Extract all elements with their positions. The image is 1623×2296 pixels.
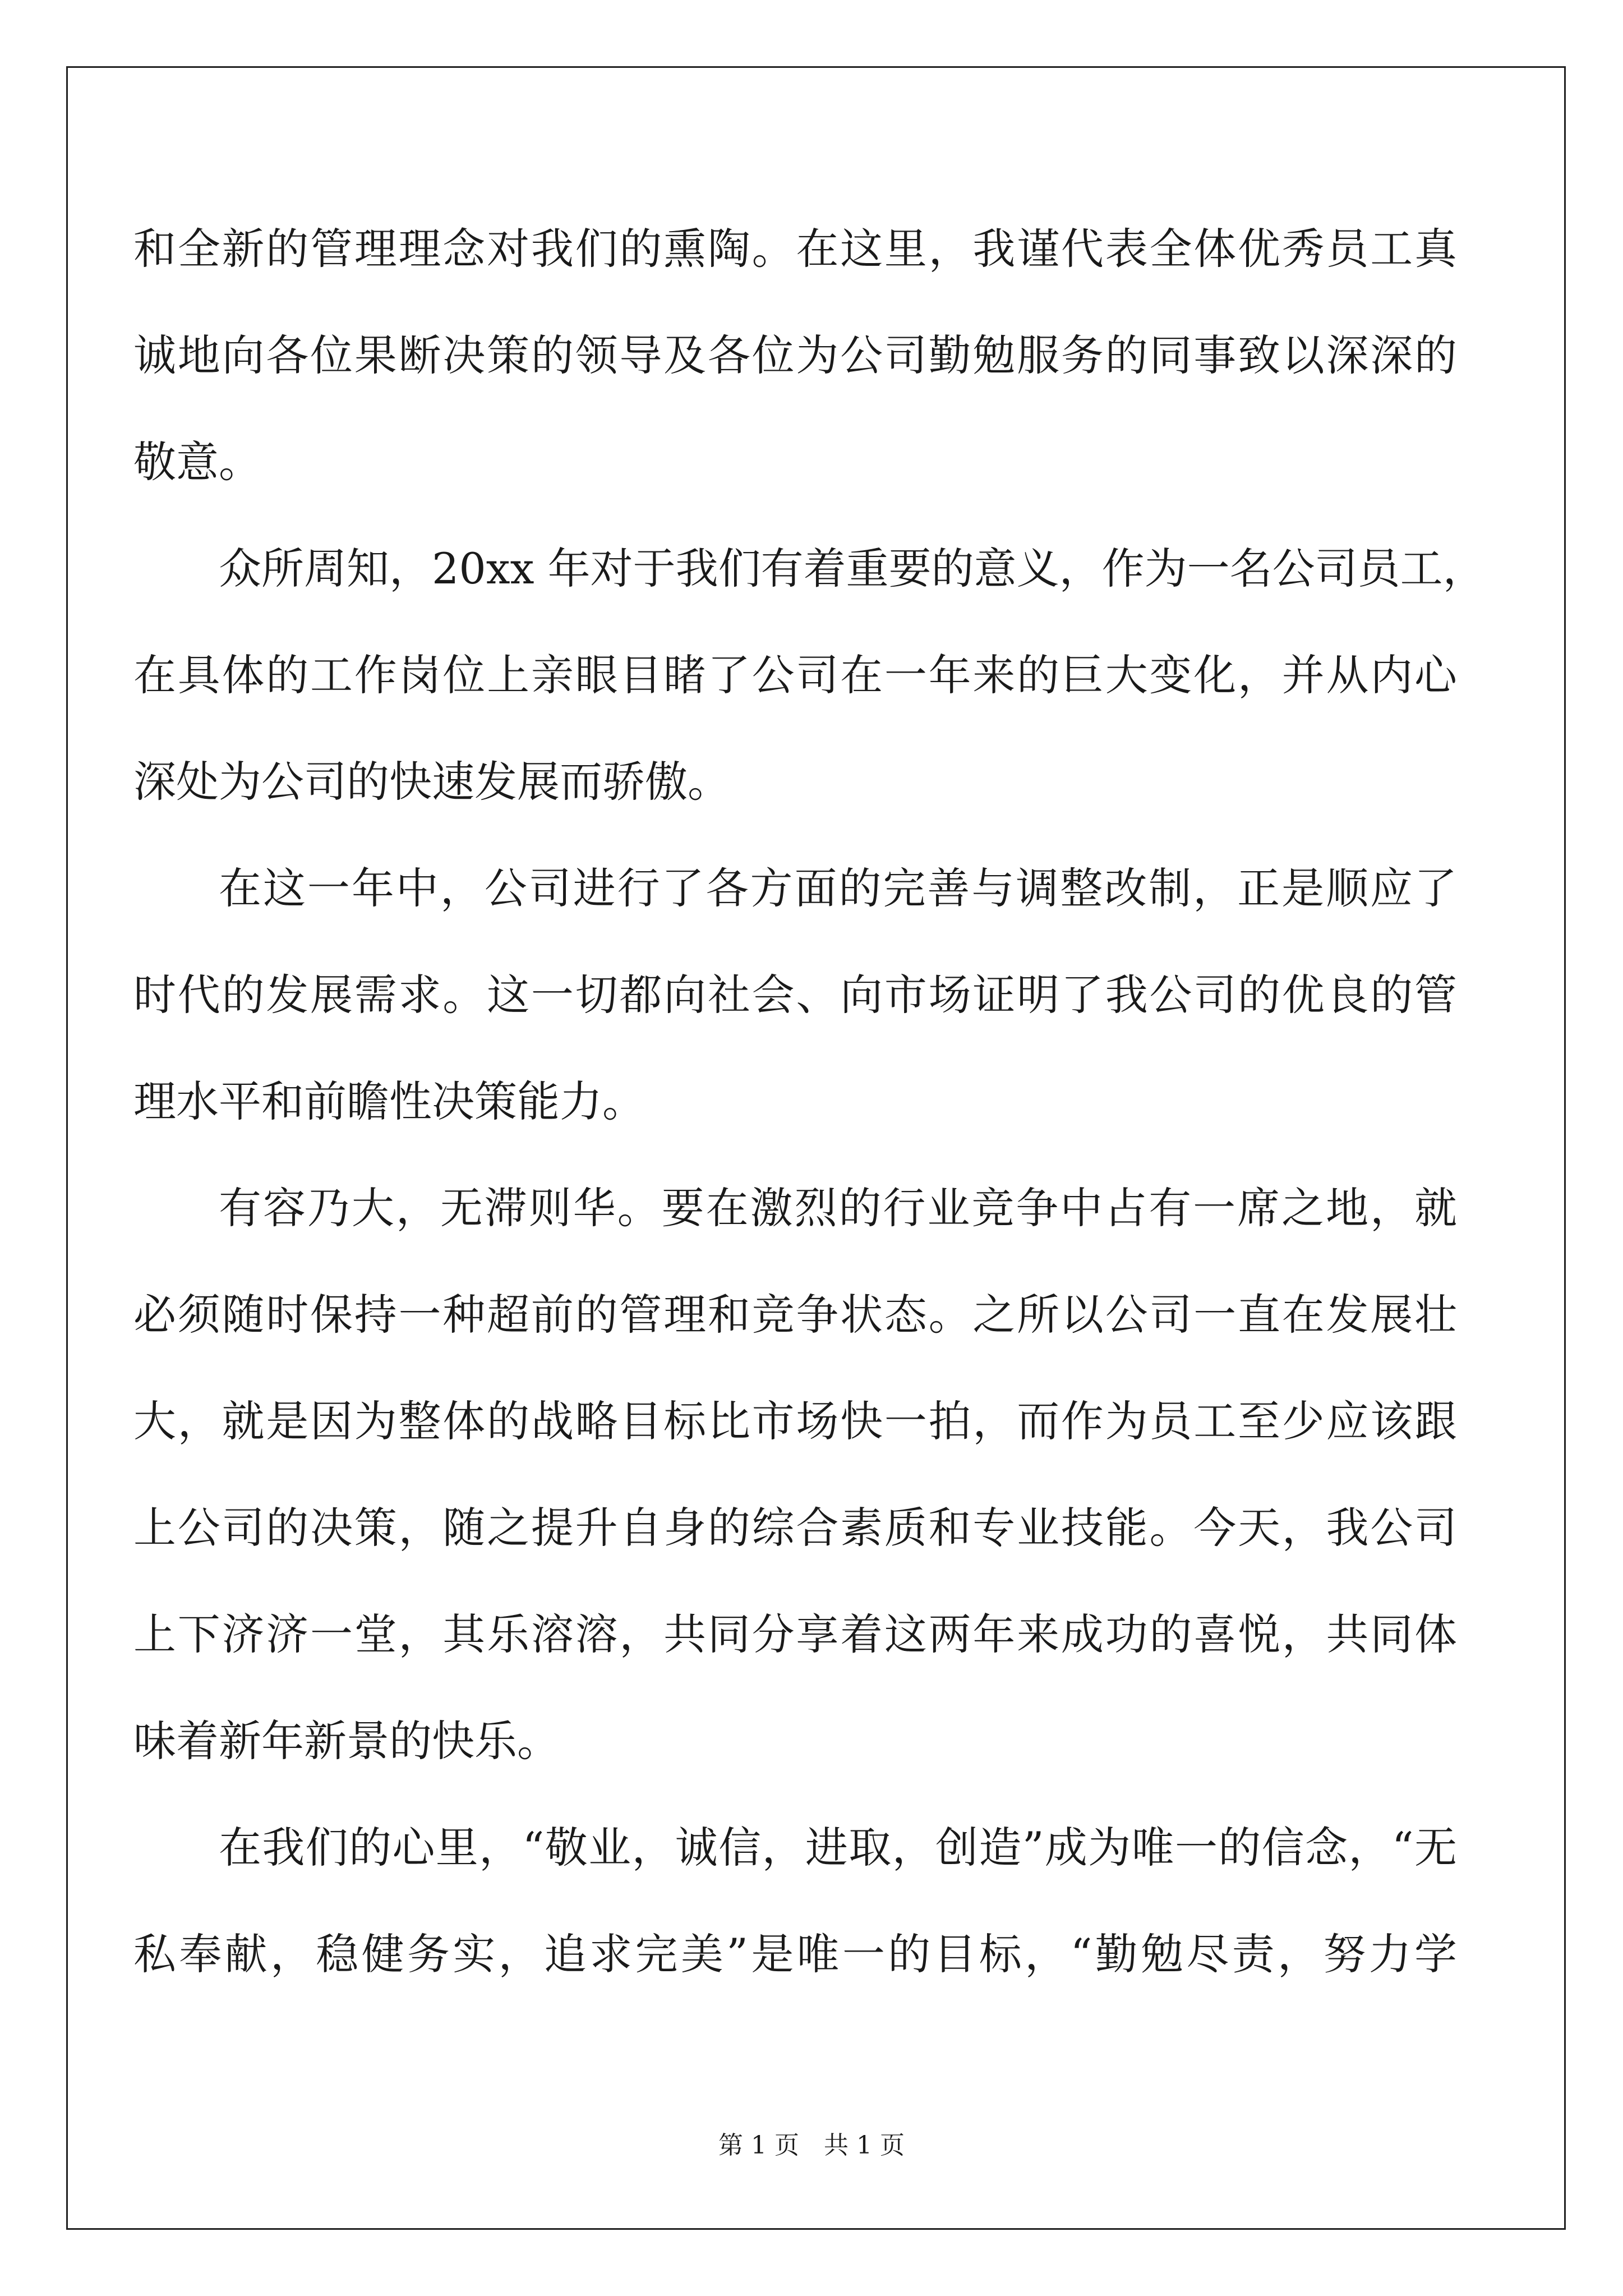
text-line: 深处为公司的快速发展而骄傲。 [133, 757, 730, 807]
text-line: 在具体的工作岗位上亲眼目睹了公司在一年来的巨大变化，并从内心 [133, 650, 1457, 700]
text-line: 私奉献，稳健务实，追求完美”是唯一的目标，“勤勉尽责，努力学 [133, 1929, 1457, 1979]
text-line: 味着新年新景的快乐。 [133, 1716, 560, 1766]
text-line: 在我们的心里，“敬业，诚信，进取，创造”成为唯一的信念，“无 [219, 1823, 1457, 1872]
text-line: 有容乃大，无滞则华。要在激烈的行业竞争中占有一席之地，就 [219, 1183, 1457, 1233]
text-line: 众所周知，20xx 年对于我们有着重要的意义，作为一名公司员工， [219, 544, 1486, 593]
text-line: 大，就是因为整体的战略目标比市场快一拍，而作为员工至少应该跟 [133, 1396, 1457, 1446]
page-number-footer: 第 1 页 共 1 页 [718, 2131, 905, 2160]
text-line: 时代的发展需求。这一切都向社会、向市场证明了我公司的优良的管 [133, 970, 1457, 1020]
text-line: 诚地向各位果断决策的领导及各位为公司勤勉服务的同事致以深深的 [133, 330, 1457, 380]
text-line: 理水平和前瞻性决策能力。 [133, 1076, 645, 1126]
text-line: 敬意。 [133, 437, 261, 487]
text-line: 上公司的决策，随之提升自身的综合素质和专业技能。今天，我公司 [133, 1503, 1457, 1553]
text-line: 在这一年中，公司进行了各方面的完善与调整改制，正是顺应了 [219, 863, 1457, 913]
text-line: 和全新的管理理念对我们的熏陶。在这里，我谨代表全体优秀员工真 [133, 224, 1457, 274]
text-line: 必须随时保持一种超前的管理和竞争状态。之所以公司一直在发展壮 [133, 1290, 1457, 1340]
text-line: 上下济济一堂，其乐溶溶，共同分享着这两年来成功的喜悦，共同体 [133, 1609, 1457, 1659]
